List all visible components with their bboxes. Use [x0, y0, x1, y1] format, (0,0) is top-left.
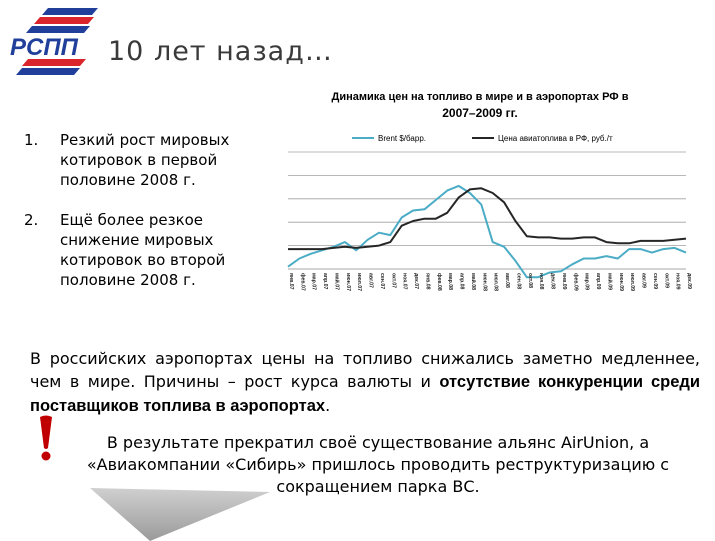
- fuel-price-chart: [282, 128, 702, 340]
- chart-title-line1: Динамика цен на топливо в мире и в аэропортах РФ в: [331, 91, 629, 103]
- x-tick-label: авг.07: [367, 273, 374, 288]
- x-tick-label: сен.07: [379, 273, 385, 290]
- x-tick-label: апр.07: [322, 273, 329, 290]
- x-tick-label: ноя.07: [401, 273, 408, 290]
- x-tick-label: июн.08: [481, 273, 488, 291]
- x-tick-label: июн.07: [344, 273, 351, 291]
- x-tick-label: дек.09: [686, 273, 692, 289]
- chart-title: [300, 89, 660, 121]
- x-tick-label: янв.07: [288, 273, 294, 290]
- x-tick-label: фев.07: [299, 273, 306, 291]
- x-tick-label: янв.08: [424, 273, 431, 290]
- logo-text: РСПП: [10, 34, 78, 61]
- x-tick-label: мар.07: [310, 273, 317, 291]
- list-item-number: 2.: [24, 211, 39, 229]
- x-tick-label: дек.08: [549, 273, 556, 289]
- x-tick-label: янв.09: [560, 273, 567, 290]
- x-tick-label: мар.08: [447, 273, 454, 291]
- chart-title-line2: 2007–2009 гг.: [442, 106, 518, 120]
- list-item-text: Ещё более резкое снижение мировых котировок во второй половине 2008 г.: [60, 211, 226, 289]
- x-tick-label: окт.08: [526, 273, 533, 289]
- x-tick-label: апр.09: [595, 273, 601, 290]
- series-line: [288, 186, 686, 277]
- x-tick-label: сен.08: [515, 273, 522, 290]
- x-tick-label: ноя.09: [674, 273, 681, 290]
- list-item: [24, 130, 264, 190]
- list-item-text: Резкий рост мировых котировок в первой половине 2008 г.: [60, 131, 230, 189]
- x-tick-label: авг.09: [640, 273, 647, 288]
- x-tick-label: фев.08: [435, 273, 442, 291]
- x-tick-label: авг.08: [504, 273, 511, 288]
- x-tick-label: июл.09: [629, 273, 636, 291]
- x-tick-label: май.07: [333, 273, 340, 291]
- rspp-logo: [8, 4, 100, 82]
- explanation-paragraph: [30, 347, 700, 418]
- list-item-number: 1.: [24, 131, 39, 149]
- x-tick-label: апр.08: [458, 273, 465, 290]
- x-tick-label: окт.09: [663, 273, 670, 289]
- x-tick-label: июн.09: [617, 273, 624, 291]
- paragraph-end: .: [325, 396, 331, 415]
- x-tick-label: июл.07: [356, 273, 363, 291]
- paragraph-bold-text: отсутствие конкуренции среди поставщиков топлива в аэропортах: [30, 373, 701, 415]
- x-tick-label: дек.07: [413, 273, 420, 289]
- paragraph-text: В российских аэропортах цены на топливо снижались заметно медленнее, чем в мире. Причины – рост курса валюты и: [30, 349, 700, 391]
- exclamation-icon: [36, 415, 56, 463]
- decorative-arrow: [90, 470, 270, 541]
- x-tick-label: май.09: [606, 273, 613, 291]
- x-tick-label: ноя.08: [538, 273, 545, 290]
- conclusion-text: В результате прекратил своё существование альянс AirUnion, а «Авиакомпании «Сибирь» пришлось проводить реструктуризацию с сокращением парка ВС.: [86, 433, 670, 496]
- list-item: [24, 210, 264, 290]
- x-tick-label: фев.09: [572, 273, 579, 291]
- legend-label: Цена авиатоплива в РФ, руб./т: [498, 134, 613, 143]
- x-tick-label: окт.07: [390, 273, 397, 289]
- x-tick-label: июл.08: [492, 273, 499, 291]
- x-tick-label: мар.09: [583, 273, 590, 291]
- key-points-list: [24, 130, 264, 310]
- slide-title: 10 лет назад…: [108, 36, 333, 67]
- x-tick-label: май.08: [469, 273, 476, 291]
- x-tick-label: сен.09: [651, 273, 658, 290]
- legend-label: Brent $/барр.: [378, 134, 426, 143]
- series-line: [288, 188, 686, 249]
